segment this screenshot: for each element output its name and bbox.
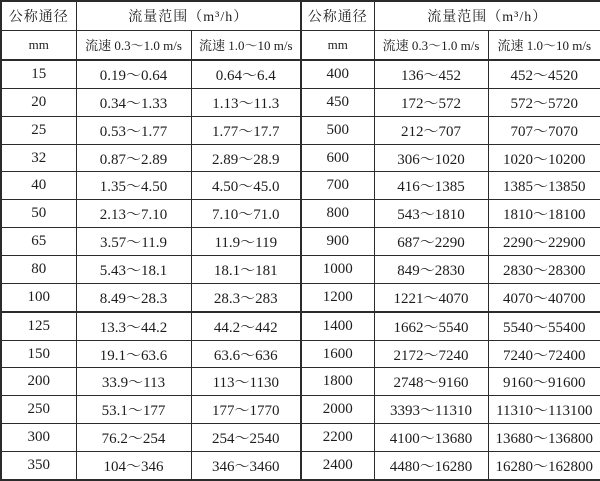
dn-cell: 50 bbox=[1, 200, 76, 228]
flow-high-cell: 7.10～71.0 bbox=[191, 200, 301, 228]
flow-low-cell: 4480～16280 bbox=[374, 451, 488, 480]
table-row bbox=[1, 451, 600, 480]
unit-mm-cell-left: mm bbox=[1, 30, 76, 60]
dn-cell: 1000 bbox=[301, 255, 374, 283]
flow-low-cell: 8.49～28.3 bbox=[76, 283, 191, 311]
flow-high-cell: 2.89～28.9 bbox=[191, 144, 301, 172]
dn-cell: 700 bbox=[301, 172, 374, 200]
flow-high-cell: 113～1130 bbox=[191, 368, 301, 396]
flow-high-cell: 13680～136800 bbox=[488, 424, 600, 452]
table-row bbox=[1, 396, 600, 424]
flow-low-cell: 13.3～44.2 bbox=[76, 312, 191, 340]
dn-cell: 1200 bbox=[301, 283, 374, 311]
table-row bbox=[1, 172, 600, 200]
dn-cell: 200 bbox=[1, 368, 76, 396]
velocity-low-header-left: 流速 0.3～1.0 m/s bbox=[76, 30, 191, 60]
dn-cell: 25 bbox=[1, 116, 76, 144]
flow-low-cell: 0.34～1.33 bbox=[76, 88, 191, 116]
table-row bbox=[1, 60, 600, 88]
flow-low-cell: 19.1～63.6 bbox=[76, 340, 191, 368]
diameter-header-right: 公称通径 bbox=[301, 1, 374, 30]
dn-cell: 80 bbox=[1, 255, 76, 283]
table-row bbox=[1, 228, 600, 256]
flow-high-cell: 1.77～17.7 bbox=[191, 116, 301, 144]
dn-cell: 350 bbox=[1, 451, 76, 480]
dn-cell: 600 bbox=[301, 144, 374, 172]
flow-high-cell: 572～5720 bbox=[488, 88, 600, 116]
dn-cell: 900 bbox=[301, 228, 374, 256]
flow-high-cell: 16280～162800 bbox=[488, 451, 600, 480]
dn-cell: 20 bbox=[1, 88, 76, 116]
flow-high-cell: 1385～13850 bbox=[488, 172, 600, 200]
header-row-main bbox=[1, 1, 600, 30]
flow-low-cell: 1221～4070 bbox=[374, 283, 488, 311]
dn-cell: 150 bbox=[1, 340, 76, 368]
table-row bbox=[1, 144, 600, 172]
dn-cell: 65 bbox=[1, 228, 76, 256]
unit-mm-cell-right: mm bbox=[301, 30, 374, 60]
velocity-high-header-right: 流速 1.0～10 m/s bbox=[488, 30, 600, 60]
dn-cell: 100 bbox=[1, 283, 76, 311]
flow-high-cell: 44.2～442 bbox=[191, 312, 301, 340]
dn-cell: 2400 bbox=[301, 451, 374, 480]
table-row bbox=[1, 116, 600, 144]
flow-high-cell: 4070～40700 bbox=[488, 283, 600, 311]
flow-low-cell: 2172～7240 bbox=[374, 340, 488, 368]
flow-low-cell: 136～452 bbox=[374, 60, 488, 88]
flow-low-cell: 76.2～254 bbox=[76, 424, 191, 452]
dn-cell: 1800 bbox=[301, 368, 374, 396]
flow-high-cell: 11310～113100 bbox=[488, 396, 600, 424]
dn-cell: 400 bbox=[301, 60, 374, 88]
flow-low-cell: 3393～11310 bbox=[374, 396, 488, 424]
flow-high-cell: 2290～22900 bbox=[488, 228, 600, 256]
flow-high-cell: 63.6～636 bbox=[191, 340, 301, 368]
dn-cell: 800 bbox=[301, 200, 374, 228]
flow-high-cell: 0.64～6.4 bbox=[191, 60, 301, 88]
flow-low-cell: 33.9～113 bbox=[76, 368, 191, 396]
flow-low-cell: 0.53～1.77 bbox=[76, 116, 191, 144]
flow-high-cell: 1020～10200 bbox=[488, 144, 600, 172]
table-row bbox=[1, 424, 600, 452]
flow-high-cell: 1810～18100 bbox=[488, 200, 600, 228]
flow-low-cell: 1662～5540 bbox=[374, 312, 488, 340]
header-row-sub bbox=[1, 30, 600, 60]
flow-high-cell: 18.1～181 bbox=[191, 255, 301, 283]
dn-cell: 125 bbox=[1, 312, 76, 340]
diameter-header-left: 公称通径 bbox=[1, 1, 76, 30]
flow-high-cell: 5540～55400 bbox=[488, 312, 600, 340]
flow-high-cell: 254～2540 bbox=[191, 424, 301, 452]
table-row bbox=[1, 255, 600, 283]
flow-low-cell: 5.43～18.1 bbox=[76, 255, 191, 283]
dn-cell: 2200 bbox=[301, 424, 374, 452]
flow-low-cell: 306～1020 bbox=[374, 144, 488, 172]
dn-cell: 32 bbox=[1, 144, 76, 172]
flow-low-cell: 1.35～4.50 bbox=[76, 172, 191, 200]
flow-low-cell: 0.19～0.64 bbox=[76, 60, 191, 88]
flow-low-cell: 416～1385 bbox=[374, 172, 488, 200]
flow-high-cell: 28.3～283 bbox=[191, 283, 301, 311]
flow-low-cell: 172～572 bbox=[374, 88, 488, 116]
table-row bbox=[1, 88, 600, 116]
dn-cell: 1400 bbox=[301, 312, 374, 340]
flow-low-cell: 104～346 bbox=[76, 451, 191, 480]
flow-low-cell: 2.13～7.10 bbox=[76, 200, 191, 228]
dn-cell: 1600 bbox=[301, 340, 374, 368]
dn-cell: 2000 bbox=[301, 396, 374, 424]
flow-low-cell: 212～707 bbox=[374, 116, 488, 144]
flow-low-cell: 849～2830 bbox=[374, 255, 488, 283]
flow-high-cell: 707～7070 bbox=[488, 116, 600, 144]
dn-cell: 40 bbox=[1, 172, 76, 200]
flow-high-cell: 346～3460 bbox=[191, 451, 301, 480]
flow-high-cell: 452～4520 bbox=[488, 60, 600, 88]
flow-high-cell: 2830～28300 bbox=[488, 255, 600, 283]
flow-low-cell: 543～1810 bbox=[374, 200, 488, 228]
flow-high-cell: 7240～72400 bbox=[488, 340, 600, 368]
flow-low-cell: 0.87～2.89 bbox=[76, 144, 191, 172]
flow-range-header-left: 流量范围（m³/h） bbox=[76, 1, 301, 30]
dn-cell: 15 bbox=[1, 60, 76, 88]
flow-low-cell: 4100～13680 bbox=[374, 424, 488, 452]
table-row bbox=[1, 368, 600, 396]
table-row bbox=[1, 312, 600, 340]
flow-high-cell: 9160～91600 bbox=[488, 368, 600, 396]
velocity-low-header-right: 流速 0.3～1.0 m/s bbox=[374, 30, 488, 60]
flow-range-header-right: 流量范围（m³/h） bbox=[374, 1, 600, 30]
velocity-high-header-left: 流速 1.0～10 m/s bbox=[191, 30, 301, 60]
flow-low-cell: 687～2290 bbox=[374, 228, 488, 256]
flow-low-cell: 3.57～11.9 bbox=[76, 228, 191, 256]
dn-cell: 500 bbox=[301, 116, 374, 144]
flow-high-cell: 11.9～119 bbox=[191, 228, 301, 256]
dn-cell: 300 bbox=[1, 424, 76, 452]
flow-high-cell: 4.50～45.0 bbox=[191, 172, 301, 200]
flow-low-cell: 53.1～177 bbox=[76, 396, 191, 424]
flow-low-cell: 2748～9160 bbox=[374, 368, 488, 396]
flow-high-cell: 1.13～11.3 bbox=[191, 88, 301, 116]
flow-high-cell: 177～1770 bbox=[191, 396, 301, 424]
table-row bbox=[1, 340, 600, 368]
dn-cell: 250 bbox=[1, 396, 76, 424]
table-row bbox=[1, 283, 600, 311]
dn-cell: 450 bbox=[301, 88, 374, 116]
table-row bbox=[1, 200, 600, 228]
